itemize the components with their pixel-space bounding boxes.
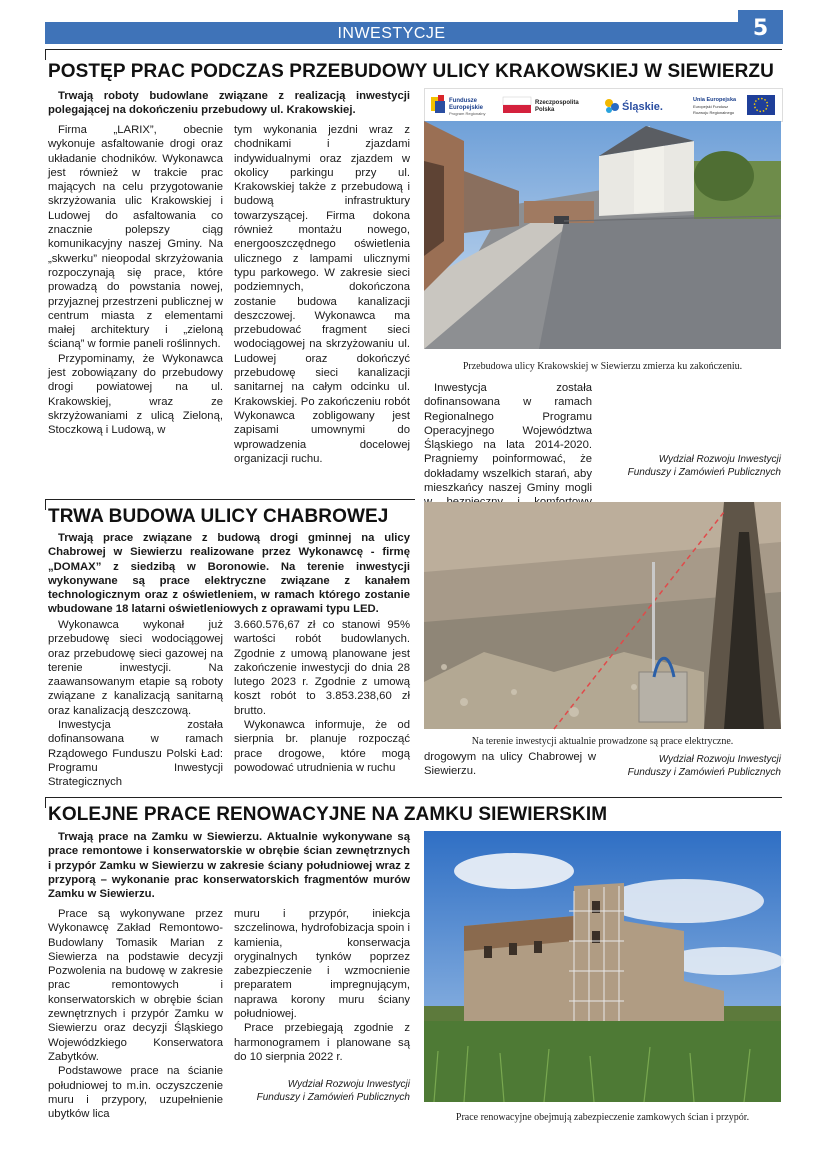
article2-col3-paragraph-1: drogowym na ulicy Chabrowej w Siewierzu. xyxy=(424,751,596,778)
eu-funds-logo xyxy=(431,95,485,116)
article2-col2-paragraph-2: Wykonawca informuje, że od sierpnia br. planuje rozpocząć prace drogowe, które mogą powodować utrudnienia w ruchu xyxy=(234,719,410,774)
ue-text-3: Rozwoju Regionalnego xyxy=(693,110,735,115)
page-number: 5 xyxy=(738,10,783,44)
article2-photo-caption: Na terenie inwestycji aktualnie prowadzone są prace elektryczne. xyxy=(471,736,734,747)
sl-text: Śląskie. xyxy=(622,101,663,113)
article3-signature-line-1: Wydział Rozwoju Inwestycji xyxy=(287,1079,410,1091)
article1-top-rule xyxy=(45,49,782,50)
rp-text-2: Polska xyxy=(535,107,555,113)
article2-column-3 xyxy=(424,750,596,779)
article1-col3-paragraph-1: Inwestycja została dofinansowana w ramach Regionalnego Programu Operacyjnego Województwa Śląskiego na lata 2014-2020. Pragniemy poinformować, że dokładamy wszelkich starań, aby mieszkańcy naszej Gminy mogli xyxy=(424,382,592,495)
article3-column-1 xyxy=(48,907,223,1121)
article1-photo-caption: Przebudowa ulicy Krakowskiej w Siewierzu zmierza ku zakończeniu. xyxy=(462,361,743,372)
article3-signature-line-2: Funduszy i Zamówień Publicznych xyxy=(256,1092,410,1104)
article1-column-4 xyxy=(604,381,781,479)
article1-lead: Trwają roboty budowlane związane z realizacją inwestycji polegającej na dokończeniu przebudowy ul. Krakowskiej. xyxy=(48,90,410,117)
article2-signature-line-2: Funduszy i Zamówień Publicznych xyxy=(627,767,781,778)
fe-text-1: Fundusze xyxy=(449,98,477,104)
article1-corner-rule xyxy=(45,49,46,60)
article3-col2-paragraph-2: Prace przebiegają zgodnie z harmonogramem i planowane są do 10 sierpnia 2022 r. xyxy=(234,1022,410,1063)
article1-column-1 xyxy=(48,123,223,438)
article2-column-1 xyxy=(48,618,223,790)
article3-photo-caption: Prace renowacyjne obejmują zabezpieczenie zamkowych ścian i przypór. xyxy=(455,1112,750,1123)
article1-col2-paragraph-1: tym wykonania jezdni wraz z chodnikami i zjazdami indywidualnymi oraz zjazdem w okolicy parkingu przy ul. Krakowskiej także z przebudową i budową infrastruktury towarzyszącej. Firma dokona również montażu nowego, energooszczędnego oświetlenia ulicznego z lampami ulicznymi typu parkowego. W zakresie sieci podziemnych, dokończona zostanie budowa kanalizacji deszczowej. Wykonawca ma przebudować fragment sieci wodociągowej na skrzyżowaniu ul. Ludowej oraz dokończyć przebudowę sieci kanalizacji sanitarnej na całym odcinku ul. Krakowskiej. Po zakończeniu robót Wykonawca zobligowany jest zapisami umownymi do wprowadzenia docelowej organizacji ruchu. xyxy=(234,124,410,465)
article3-col2-paragraph-1: muru i przypór, iniekcja szczelinowa, hydrofobizacja spoin i kamienia, konserwacja oryginalnych tynków poprzez zabezpieczenie i wzmocnienie preparatem impregnującym, naprawa korony muru ściany południowej. xyxy=(234,908,410,1021)
article1-signature-line-2: Funduszy i Zamówień Publicznych xyxy=(627,467,781,478)
article3-lead: Trwają prace na Zamku w Siewierzu. Aktualnie wykonywane są prace remontowe i konserwatorskie w obrębie ścian zewnętrznych i przypór Zamku w Siewierzu w zakresie ściany południowej wraz z przyporą – wykonanie prac konserwatorskich fragmentów murów Zamku w Siewierzu. xyxy=(48,831,410,901)
article2-column-2 xyxy=(234,618,410,775)
article2-col1-paragraph-2: Inwestycja została dofinansowana w ramach Rządowego Funduszu Polski Ład: Programu Inwestycji Strategicznych xyxy=(48,719,223,789)
article3-column-2 xyxy=(234,907,410,1104)
eu-funding-logos xyxy=(424,88,783,122)
krakowska-street-photo xyxy=(424,121,781,349)
article1-column-2 xyxy=(234,123,410,466)
rp-text-1: Rzeczpospolita xyxy=(535,100,579,106)
article2-lead: Trwają prace związane z budową drogi gminnej na ulicy Chabrowej w Siewierzu realizowane przez Wykonawcę - firmę „DOMAX” z siedzibą w Boronowie. Na terenie inwestycji wykonywane są prace elektryczne związane z kanałem technologicznym oraz z oświetleniem, w ramach którego zostanie wbudowane 18 latarni oświetleniowych z oprawami typu LED. xyxy=(48,532,410,616)
funding-logos-graphic xyxy=(425,89,782,121)
slaskie-logo xyxy=(605,99,663,113)
eu-flag-logo xyxy=(693,95,775,115)
article2-corner-rule xyxy=(45,499,46,510)
article2-col2-paragraph-1: 3.660.576,67 zł co stanowi 95% wartości robót budowlanych. Zgodnie z umową planowane jest zakończenie inwestycji do dnia 28 lutego 2023 r. Zgodnie z umową koszt robót to 3.853.238,60 zł brutto. xyxy=(234,619,410,717)
article1-column-3 xyxy=(424,381,592,495)
chabrowa-trench-photo xyxy=(424,502,781,729)
article3-top-rule xyxy=(45,797,782,798)
article1-signature-line-1: Wydział Rozwoju Inwestycji xyxy=(658,454,781,465)
ue-text-2: Europejski Fundusz xyxy=(693,104,729,109)
fe-text-2: Europejskie xyxy=(449,105,484,111)
article1-col1-paragraph-2: Przypominamy, że Wykonawca jest zobowiązany do przebudowy drogi powiatowej na ul. Krakowskiej, wraz ze skrzyżowaniami z ulicą Zieloną, Stoczkową i Ludową, w xyxy=(48,352,223,437)
article3-title: KOLEJNE PRACE RENOWACYJNE NA ZAMKU SIEWIERSKIM xyxy=(48,804,608,825)
article2-col1-paragraph-1: Wykonawca wykonał już przebudowę sieci wodociągowej oraz przebudowę sieci gazowej na terenie inwestycji. Na zaawansowanym etapie są roboty związane z kanalizacją sanitarną oraz kanalizacją deszczową. xyxy=(48,619,223,717)
article2-title: TRWA BUDOWA ULICY CHABROWEJ xyxy=(48,506,389,527)
article3-corner-rule xyxy=(45,797,46,808)
article1-col1-paragraph-1: Firma „LARIX”, obecnie wykonuje asfaltowanie drogi oraz układanie chodników. Wykonawca jest również w trakcie prac mających na celu przygotowanie skrzyżowania ulic Krakowskiej i Ludowej do asfaltowania co znacznie polepszy ciąg komunikacyjny naszej Gminy. Na „skwerku” nieopodal skrzyżowania rozpoczynają się prace, które prowadzą do powstania nowej, przyjaznej przestrzeni publicznej w centrum miasta z elementami małej architektury i „zieloną ścianą” w formie paneli roślinnych. xyxy=(48,124,223,351)
article2-top-rule xyxy=(45,499,415,500)
castle-renovation-photo xyxy=(424,831,781,1102)
article3-col1-paragraph-1: Prace są wykonywane przez Wykonawcę Zakład Remontowo-Budowlany Tomasik Marian z Siewierza na podstawie decyzji Pozwolenia na budowę w zakresie prac remontowych i konserwatorskich w obrębie ścian zewnętrznych i przypór Zamku w Siewierzu oraz decyzji Śląskiego Wojewódzkiego Konserwatora Zabytków. xyxy=(48,908,223,1063)
ue-text-1: Unia Europejska xyxy=(693,97,737,103)
fe-text-3: Program Regionalny xyxy=(449,111,486,116)
section-title: INWESTYCJE xyxy=(337,25,446,42)
article2-signature-line-1: Wydział Rozwoju Inwestycji xyxy=(658,754,781,765)
article3-col1-paragraph-2: Podstawowe prace na ścianie południowej to m.in. oczyszczenie muru i przypory, uzupełnienie ubytków lica xyxy=(48,1065,223,1121)
poland-flag-logo xyxy=(503,97,579,113)
article2-column-4 xyxy=(604,753,781,779)
section-header xyxy=(45,22,738,44)
article1-title: POSTĘP PRAC PODCZAS PRZEBUDOWY ULICY KRAKOWSKIEJ W SIEWIERZU xyxy=(48,61,774,82)
